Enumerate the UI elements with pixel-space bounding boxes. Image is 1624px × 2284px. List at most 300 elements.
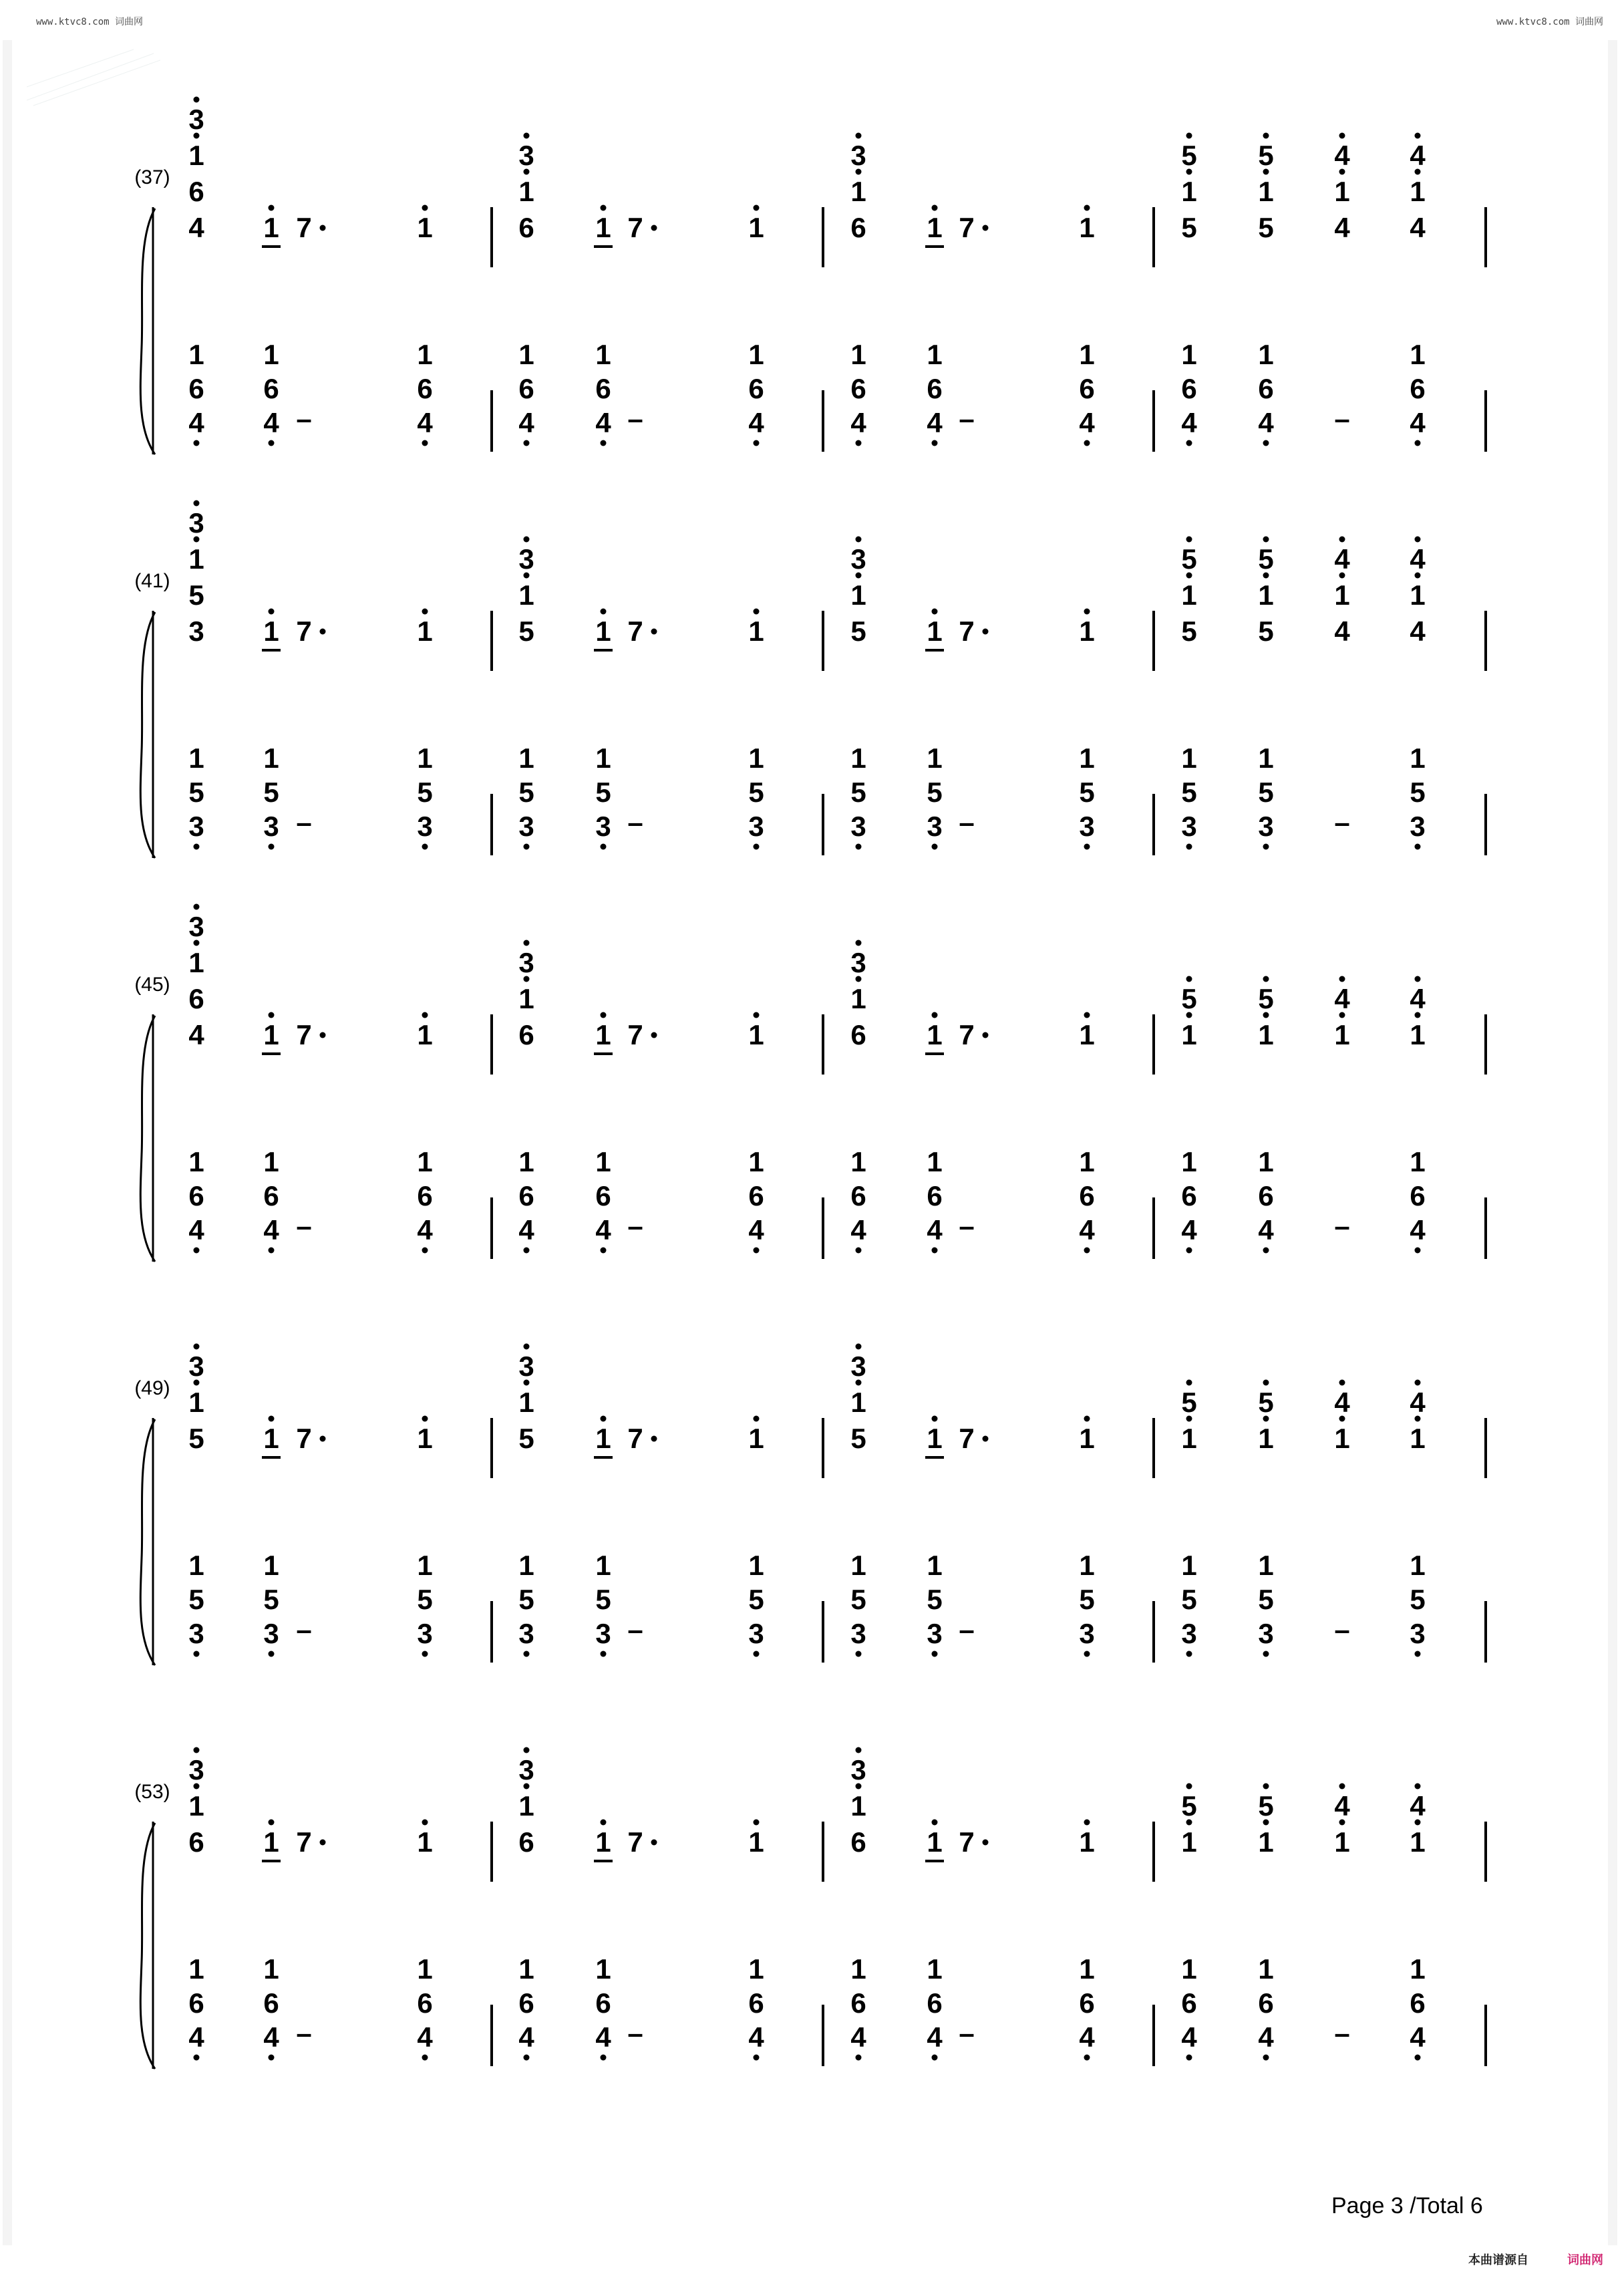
low-octave-dot bbox=[269, 1248, 275, 1254]
chord-note: 1 bbox=[518, 1387, 534, 1418]
chord-note: 5 bbox=[1181, 543, 1197, 575]
high-octave-dot bbox=[269, 1012, 275, 1018]
bass-note: 3 bbox=[1181, 1618, 1197, 1649]
bass-note: 1 bbox=[1181, 1146, 1197, 1177]
sustain-dash: – bbox=[296, 2017, 312, 2049]
low-octave-dot bbox=[422, 2055, 428, 2061]
low-octave-dot bbox=[856, 1651, 862, 1657]
low-octave-dot bbox=[1415, 1651, 1421, 1657]
bass-note: 1 bbox=[518, 1953, 534, 1985]
bass-note: 1 bbox=[748, 1146, 764, 1177]
high-octave-dot bbox=[194, 97, 200, 103]
high-octave-dot bbox=[856, 133, 862, 139]
bass-note: 1 bbox=[748, 339, 764, 370]
chord-note: 1 bbox=[188, 947, 204, 978]
high-octave-dot bbox=[1186, 976, 1192, 982]
chord-note: 3 bbox=[850, 1350, 866, 1382]
bass-note: 4 bbox=[263, 407, 279, 438]
high-octave-dot bbox=[422, 205, 428, 211]
bass-note: 3 bbox=[188, 1618, 204, 1649]
high-octave-dot bbox=[1339, 133, 1345, 139]
bass-note: 4 bbox=[748, 1214, 764, 1246]
sustain-dash: – bbox=[1334, 807, 1350, 838]
measure-number: (41) bbox=[134, 570, 170, 592]
measure-number: (53) bbox=[134, 1781, 170, 1803]
chord-note: 3 bbox=[188, 911, 204, 942]
low-octave-dot bbox=[1186, 844, 1192, 850]
high-octave-dot bbox=[194, 1344, 200, 1350]
bass-note: 3 bbox=[1079, 1618, 1095, 1649]
sustain-dash: – bbox=[627, 2017, 643, 2049]
bass-note: 6 bbox=[188, 1180, 204, 1211]
low-octave-dot bbox=[856, 2055, 862, 2061]
low-octave-dot bbox=[269, 440, 275, 446]
bass-note: 1 bbox=[1410, 1953, 1426, 1985]
chord-note: 6 bbox=[518, 1826, 534, 1858]
low-octave-dot bbox=[524, 2055, 530, 2061]
sustain-dash: – bbox=[296, 807, 312, 838]
chord-note: 5 bbox=[1258, 140, 1274, 171]
low-octave-dot bbox=[1263, 1248, 1269, 1254]
bass-note: 4 bbox=[518, 2021, 534, 2053]
bass-note: 6 bbox=[1410, 1180, 1426, 1211]
bass-note: 6 bbox=[595, 373, 611, 404]
bass-note: 6 bbox=[1079, 373, 1095, 404]
bass-note: 5 bbox=[1258, 1584, 1274, 1615]
bass-note: 4 bbox=[188, 2021, 204, 2053]
high-octave-dot bbox=[1186, 133, 1192, 139]
bass-note: 4 bbox=[188, 407, 204, 438]
low-octave-dot bbox=[194, 1651, 200, 1657]
high-octave-dot bbox=[422, 1012, 428, 1018]
bass-note: 3 bbox=[518, 1618, 534, 1649]
chord-note: 3 bbox=[850, 140, 866, 171]
high-octave-dot bbox=[1263, 1783, 1269, 1790]
chord-note: 1 bbox=[1181, 1826, 1197, 1858]
low-octave-dot bbox=[1084, 1248, 1090, 1254]
chord-note: 3 bbox=[518, 947, 534, 978]
low-octave-dot bbox=[754, 1248, 760, 1254]
sustain-dash: – bbox=[959, 1210, 975, 1242]
bass-note: 6 bbox=[1181, 1987, 1197, 2019]
chord-note: 1 bbox=[1258, 1019, 1274, 1050]
melody-note: 1 bbox=[595, 1423, 611, 1454]
bass-note: 6 bbox=[595, 1987, 611, 2019]
sustain-dash: – bbox=[296, 1210, 312, 1242]
low-octave-dot bbox=[422, 1248, 428, 1254]
bass-note: 4 bbox=[927, 1214, 943, 1246]
melody-note: 7 bbox=[959, 1019, 975, 1050]
low-octave-dot bbox=[1263, 1651, 1269, 1657]
chord-note: 4 bbox=[1334, 1387, 1350, 1418]
bass-note: 1 bbox=[748, 1550, 764, 1581]
high-octave-dot bbox=[1084, 1012, 1090, 1018]
low-octave-dot bbox=[754, 844, 760, 850]
melody-note: 1 bbox=[1079, 1019, 1095, 1050]
bass-note: 1 bbox=[1181, 1550, 1197, 1581]
augmentation-dot bbox=[983, 1840, 989, 1846]
bass-note: 6 bbox=[748, 373, 764, 404]
bass-note: 1 bbox=[263, 1146, 279, 1177]
chord-note: 1 bbox=[1334, 1019, 1350, 1050]
bass-note: 3 bbox=[1258, 811, 1274, 842]
system-5 bbox=[134, 1747, 1486, 2069]
bass-note: 6 bbox=[1410, 373, 1426, 404]
bass-note: 4 bbox=[1181, 2021, 1197, 2053]
sustain-dash: – bbox=[1334, 2017, 1350, 2049]
bass-note: 1 bbox=[1410, 742, 1426, 774]
bass-note: 4 bbox=[595, 407, 611, 438]
chord-note: 1 bbox=[1258, 1423, 1274, 1454]
augmentation-dot bbox=[320, 1032, 326, 1038]
high-octave-dot bbox=[269, 1416, 275, 1422]
bass-note: 4 bbox=[1079, 2021, 1095, 2053]
bass-note: 1 bbox=[1258, 339, 1274, 370]
chord-note: 1 bbox=[518, 579, 534, 611]
bass-note: 1 bbox=[1258, 1550, 1274, 1581]
augmentation-dot bbox=[320, 1436, 326, 1442]
low-octave-dot bbox=[1415, 1248, 1421, 1254]
bass-note: 5 bbox=[518, 776, 534, 808]
chord-note: 5 bbox=[1258, 212, 1274, 243]
low-octave-dot bbox=[754, 440, 760, 446]
sustain-dash: – bbox=[296, 1614, 312, 1645]
high-octave-dot bbox=[269, 1820, 275, 1826]
bass-note: 5 bbox=[1410, 1584, 1426, 1615]
bass-note: 1 bbox=[1410, 339, 1426, 370]
high-octave-dot bbox=[932, 1820, 938, 1826]
augmentation-dot bbox=[983, 225, 989, 231]
bass-note: 1 bbox=[850, 1550, 866, 1581]
chord-note: 5 bbox=[518, 615, 534, 647]
header-left: www.ktvc8.com 词曲网 bbox=[36, 17, 144, 27]
chord-note: 1 bbox=[1334, 579, 1350, 611]
chord-note: 4 bbox=[1410, 983, 1426, 1014]
sustain-dash: – bbox=[627, 1210, 643, 1242]
high-octave-dot bbox=[1415, 1783, 1421, 1790]
melody-note: 7 bbox=[296, 1826, 312, 1858]
bass-note: 3 bbox=[1079, 811, 1095, 842]
chord-note: 5 bbox=[188, 579, 204, 611]
augmentation-dot bbox=[320, 225, 326, 231]
bass-note: 4 bbox=[518, 1214, 534, 1246]
chord-note: 1 bbox=[1181, 1423, 1197, 1454]
chord-note: 1 bbox=[1334, 1423, 1350, 1454]
bass-note: 6 bbox=[1410, 1987, 1426, 2019]
chord-note: 5 bbox=[1181, 615, 1197, 647]
bass-note: 6 bbox=[1258, 1987, 1274, 2019]
high-octave-dot bbox=[524, 1344, 530, 1350]
bass-note: 4 bbox=[850, 2021, 866, 2053]
chord-note: 4 bbox=[1334, 615, 1350, 647]
bass-note: 4 bbox=[188, 1214, 204, 1246]
bass-note: 4 bbox=[927, 2021, 943, 2053]
chord-note: 6 bbox=[188, 983, 204, 1014]
bass-note: 1 bbox=[1258, 1146, 1274, 1177]
low-octave-dot bbox=[194, 2055, 200, 2061]
high-octave-dot bbox=[524, 940, 530, 946]
bass-note: 6 bbox=[850, 1180, 866, 1211]
bass-note: 6 bbox=[518, 1987, 534, 2019]
bass-note: 6 bbox=[188, 373, 204, 404]
chord-note: 6 bbox=[518, 1019, 534, 1050]
low-octave-dot bbox=[1263, 2055, 1269, 2061]
chord-note: 1 bbox=[1258, 176, 1274, 207]
chord-note: 5 bbox=[850, 615, 866, 647]
high-octave-dot bbox=[1084, 1820, 1090, 1826]
bass-note: 3 bbox=[748, 1618, 764, 1649]
bass-note: 6 bbox=[417, 1987, 433, 2019]
melody-note: 1 bbox=[263, 615, 279, 647]
system-1 bbox=[134, 97, 1486, 455]
system-4 bbox=[134, 1344, 1486, 1666]
chord-note: 1 bbox=[1258, 579, 1274, 611]
melody-note: 1 bbox=[1079, 1423, 1095, 1454]
low-octave-dot bbox=[1415, 2055, 1421, 2061]
bass-note: 1 bbox=[927, 339, 943, 370]
chord-note: 4 bbox=[1410, 212, 1426, 243]
chord-note: 1 bbox=[1410, 579, 1426, 611]
chord-note: 4 bbox=[1334, 140, 1350, 171]
measure-number: (45) bbox=[134, 974, 170, 996]
bass-note: 1 bbox=[518, 1550, 534, 1581]
melody-note: 1 bbox=[417, 1826, 433, 1858]
melody-note: 1 bbox=[927, 1423, 943, 1454]
high-octave-dot bbox=[601, 1416, 607, 1422]
chord-note: 6 bbox=[850, 1826, 866, 1858]
chord-note: 3 bbox=[188, 1350, 204, 1382]
chord-note: 5 bbox=[1258, 615, 1274, 647]
high-octave-dot bbox=[269, 609, 275, 615]
bass-note: 1 bbox=[927, 1146, 943, 1177]
chord-note: 5 bbox=[1181, 212, 1197, 243]
bass-note: 1 bbox=[1181, 742, 1197, 774]
augmentation-dot bbox=[983, 1032, 989, 1038]
chord-note: 5 bbox=[1181, 1790, 1197, 1822]
chord-note: 1 bbox=[1181, 176, 1197, 207]
chord-note: 1 bbox=[850, 983, 866, 1014]
high-octave-dot bbox=[1186, 537, 1192, 543]
chord-note: 5 bbox=[1181, 140, 1197, 171]
melody-note: 7 bbox=[296, 1019, 312, 1050]
melody-note: 1 bbox=[595, 615, 611, 647]
low-octave-dot bbox=[1415, 844, 1421, 850]
high-octave-dot bbox=[194, 904, 200, 910]
bass-note: 4 bbox=[1258, 407, 1274, 438]
bass-note: 1 bbox=[417, 1550, 433, 1581]
bass-note: 5 bbox=[1410, 776, 1426, 808]
chord-note: 6 bbox=[850, 212, 866, 243]
high-octave-dot bbox=[1415, 537, 1421, 543]
low-octave-dot bbox=[422, 440, 428, 446]
augmentation-dot bbox=[651, 629, 657, 635]
bass-note: 4 bbox=[1181, 1214, 1197, 1246]
melody-note: 1 bbox=[417, 1423, 433, 1454]
low-octave-dot bbox=[269, 1651, 275, 1657]
augmentation-dot bbox=[651, 1436, 657, 1442]
melody-note: 1 bbox=[263, 212, 279, 243]
low-octave-dot bbox=[1186, 1248, 1192, 1254]
chord-note: 6 bbox=[850, 1019, 866, 1050]
high-octave-dot bbox=[856, 1747, 862, 1753]
bass-note: 5 bbox=[263, 776, 279, 808]
bass-note: 1 bbox=[927, 742, 943, 774]
high-octave-dot bbox=[754, 1820, 760, 1826]
melody-note: 1 bbox=[263, 1826, 279, 1858]
high-octave-dot bbox=[1339, 1380, 1345, 1386]
bass-note: 4 bbox=[595, 1214, 611, 1246]
high-octave-dot bbox=[1415, 1380, 1421, 1386]
bass-note: 1 bbox=[417, 1953, 433, 1985]
bass-note: 4 bbox=[263, 2021, 279, 2053]
bass-note: 6 bbox=[1079, 1180, 1095, 1211]
chord-note: 3 bbox=[188, 507, 204, 539]
bass-note: 5 bbox=[748, 776, 764, 808]
chord-note: 1 bbox=[1334, 1826, 1350, 1858]
chord-note: 4 bbox=[1410, 140, 1426, 171]
bass-note: 1 bbox=[595, 1953, 611, 1985]
bass-note: 1 bbox=[1258, 1953, 1274, 1985]
bass-note: 3 bbox=[263, 1618, 279, 1649]
high-octave-dot bbox=[601, 205, 607, 211]
bass-note: 4 bbox=[1181, 407, 1197, 438]
bass-note: 1 bbox=[518, 742, 534, 774]
chord-note: 1 bbox=[188, 1790, 204, 1822]
high-octave-dot bbox=[422, 1820, 428, 1826]
bass-note: 4 bbox=[850, 407, 866, 438]
bass-note: 4 bbox=[1410, 2021, 1426, 2053]
high-octave-dot bbox=[1084, 1416, 1090, 1422]
high-octave-dot bbox=[932, 205, 938, 211]
bass-note: 5 bbox=[927, 776, 943, 808]
sustain-dash: – bbox=[959, 403, 975, 434]
chord-note: 5 bbox=[1258, 543, 1274, 575]
chord-note: 4 bbox=[1334, 1790, 1350, 1822]
bass-note: 5 bbox=[595, 1584, 611, 1615]
melody-note: 1 bbox=[1079, 212, 1095, 243]
bass-note: 1 bbox=[263, 339, 279, 370]
bass-note: 4 bbox=[518, 407, 534, 438]
bass-note: 4 bbox=[927, 407, 943, 438]
footer-source-label: 本曲谱源自 bbox=[1468, 2253, 1528, 2267]
chord-note: 1 bbox=[1181, 1019, 1197, 1050]
melody-note: 7 bbox=[959, 212, 975, 243]
chord-note: 1 bbox=[850, 579, 866, 611]
bass-note: 5 bbox=[417, 1584, 433, 1615]
high-octave-dot bbox=[856, 1344, 862, 1350]
melody-note: 1 bbox=[417, 615, 433, 647]
chord-note: 1 bbox=[518, 176, 534, 207]
bass-note: 6 bbox=[1079, 1987, 1095, 2019]
melody-note: 1 bbox=[927, 1826, 943, 1858]
melody-note: 1 bbox=[748, 1826, 764, 1858]
augmentation-dot bbox=[983, 629, 989, 635]
bass-note: 1 bbox=[595, 339, 611, 370]
low-octave-dot bbox=[524, 844, 530, 850]
chord-note: 5 bbox=[1258, 983, 1274, 1014]
bass-note: 5 bbox=[595, 776, 611, 808]
high-octave-dot bbox=[754, 1416, 760, 1422]
bass-note: 1 bbox=[417, 742, 433, 774]
high-octave-dot bbox=[269, 205, 275, 211]
high-octave-dot bbox=[932, 1416, 938, 1422]
bass-note: 3 bbox=[595, 811, 611, 842]
bass-note: 6 bbox=[518, 1180, 534, 1211]
melody-note: 1 bbox=[927, 212, 943, 243]
high-octave-dot bbox=[1339, 1783, 1345, 1790]
bass-note: 1 bbox=[188, 1550, 204, 1581]
high-octave-dot bbox=[1339, 976, 1345, 982]
high-octave-dot bbox=[194, 1747, 200, 1753]
bass-note: 6 bbox=[1181, 373, 1197, 404]
bass-note: 6 bbox=[927, 1987, 943, 2019]
bass-note: 1 bbox=[188, 742, 204, 774]
augmentation-dot bbox=[983, 1436, 989, 1442]
chord-note: 4 bbox=[1410, 1790, 1426, 1822]
bass-note: 6 bbox=[263, 1987, 279, 2019]
bass-note: 4 bbox=[748, 2021, 764, 2053]
bass-note: 5 bbox=[748, 1584, 764, 1615]
low-octave-dot bbox=[1084, 2055, 1090, 2061]
bass-note: 3 bbox=[417, 1618, 433, 1649]
high-octave-dot bbox=[601, 609, 607, 615]
bass-note: 1 bbox=[1181, 339, 1197, 370]
bass-note: 4 bbox=[1079, 407, 1095, 438]
bass-note: 1 bbox=[518, 339, 534, 370]
low-octave-dot bbox=[754, 2055, 760, 2061]
bass-note: 1 bbox=[748, 1953, 764, 1985]
bass-note: 3 bbox=[1181, 811, 1197, 842]
low-octave-dot bbox=[194, 844, 200, 850]
bass-note: 3 bbox=[188, 811, 204, 842]
melody-note: 7 bbox=[296, 212, 312, 243]
sustain-dash: – bbox=[1334, 403, 1350, 434]
chord-note: 3 bbox=[518, 140, 534, 171]
chord-note: 1 bbox=[518, 1790, 534, 1822]
bass-note: 1 bbox=[1079, 1146, 1095, 1177]
melody-note: 1 bbox=[748, 1019, 764, 1050]
melody-note: 1 bbox=[1079, 615, 1095, 647]
bass-note: 1 bbox=[927, 1550, 943, 1581]
bass-note: 4 bbox=[417, 407, 433, 438]
high-octave-dot bbox=[1415, 133, 1421, 139]
low-octave-dot bbox=[1186, 440, 1192, 446]
melody-note: 1 bbox=[748, 615, 764, 647]
chord-note: 4 bbox=[1410, 1387, 1426, 1418]
high-octave-dot bbox=[1186, 1783, 1192, 1790]
low-octave-dot bbox=[932, 1651, 938, 1657]
high-octave-dot bbox=[1186, 1380, 1192, 1386]
melody-note: 7 bbox=[296, 615, 312, 647]
low-octave-dot bbox=[1084, 844, 1090, 850]
low-octave-dot bbox=[1415, 440, 1421, 446]
high-octave-dot bbox=[601, 1012, 607, 1018]
sustain-dash: – bbox=[627, 807, 643, 838]
bass-note: 5 bbox=[263, 1584, 279, 1615]
sustain-dash: – bbox=[296, 403, 312, 434]
low-octave-dot bbox=[194, 1248, 200, 1254]
bass-note: 1 bbox=[850, 742, 866, 774]
high-octave-dot bbox=[754, 1012, 760, 1018]
bass-note: 4 bbox=[1410, 1214, 1426, 1246]
sustain-dash: – bbox=[1334, 1210, 1350, 1242]
chord-note: 1 bbox=[850, 176, 866, 207]
augmentation-dot bbox=[651, 1840, 657, 1846]
chord-note: 1 bbox=[518, 983, 534, 1014]
bass-note: 1 bbox=[1181, 1953, 1197, 1985]
low-octave-dot bbox=[932, 440, 938, 446]
low-octave-dot bbox=[601, 1248, 607, 1254]
